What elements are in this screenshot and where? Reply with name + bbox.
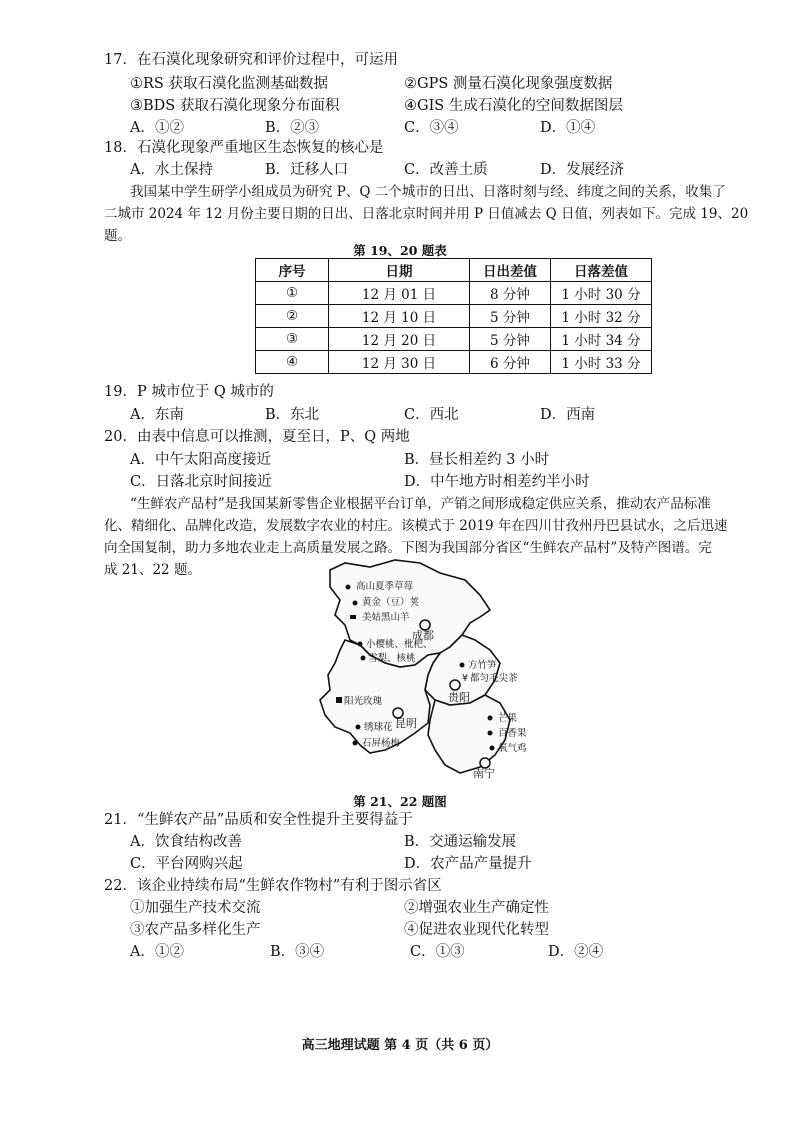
q22-statement-2: ②增强农业生产确定性 <box>404 900 549 916</box>
map-product-goat: 美姑黑山羊 <box>362 612 410 623</box>
map-product-bayberry: 石屏杨梅 <box>362 738 401 749</box>
q18-option-a: A．水土保持 <box>130 162 213 178</box>
intro-21-22-line-1: “生鲜农产品村”是我国某新零售企业根据平台订单，产销之间形成稳定供应关系，推动农产品标准 <box>130 496 711 512</box>
table-row <box>256 305 652 328</box>
q22-option-d: D．②④ <box>548 944 604 960</box>
table-cell: 1 小时 33 分 <box>551 351 652 374</box>
q17-option-a: A．①② <box>130 120 184 136</box>
table-cell: 1 小时 34 分 <box>551 328 652 351</box>
intro-19-20-line-3: 题。 <box>104 228 131 244</box>
q17-option-c: C．③④ <box>404 120 459 136</box>
q20-option-a: A．中午太阳高度接近 <box>130 452 271 468</box>
q20-option-d: D．中午地方时相差约半小时 <box>404 474 590 490</box>
table-cell: 5 分钟 <box>470 305 551 328</box>
q22-option-b: B．③④ <box>270 944 325 960</box>
q19-option-d: D．西南 <box>540 407 596 423</box>
page-footer: 高三地理试题 第 4 页（共 6 页） <box>301 1038 499 1053</box>
q22-statement-1: ①加强生产技术交流 <box>130 900 261 916</box>
table-cell: 1 小时 32 分 <box>551 305 652 328</box>
intro-21-22-line-4: 成 21、22 题。 <box>104 562 201 578</box>
map-caption: 第 21、22 题图 <box>353 794 447 809</box>
map-product-tea: 都匀毛尖茶 <box>470 673 518 684</box>
q19-option-c: C．西北 <box>404 407 459 423</box>
intro-19-20-line-1: 我国某中学生研学小组成员为研究 P、Q 二个城市的日出、日落时刻与经、纬度之间的关系，收集了 <box>130 184 726 200</box>
table-cell: 1 小时 30 分 <box>551 282 652 305</box>
tea-icon: ¥ <box>462 673 469 684</box>
question-18-stem: 18．石漠化现象严重地区生态恢复的核心是 <box>104 140 384 156</box>
intro-19-20-line-2: 二城市 2024 年 12 月份主要日期的日出、日落北京时间并用 P 日值减去 Q 日值，列表如下。完成 19、20 <box>104 206 749 222</box>
table-cell: ① <box>256 282 329 305</box>
table-cell: 12 月 01 日 <box>329 282 470 305</box>
q17-statement-2: ②GPS 测量石漠化现象强度数据 <box>404 76 613 92</box>
map-city-chengdu: 成都 <box>412 629 434 642</box>
q17-option-d: D．①④ <box>540 120 596 136</box>
q18-option-c: C．改善土质 <box>404 162 488 178</box>
table-cell: ④ <box>256 351 329 374</box>
q17-statement-1: ①RS 获取石漠化监测基础数据 <box>130 76 328 92</box>
table-cell: 6 分钟 <box>470 351 551 374</box>
q20-option-b: B．昼长相差约 3 小时 <box>404 452 550 468</box>
map-city-kunming: 昆明 <box>395 717 417 730</box>
q17-statement-4: ④GIS 生成石漠化的空间数据图层 <box>404 98 623 114</box>
map-city-nanning: 南宁 <box>473 767 495 780</box>
table-cell: 8 分钟 <box>470 282 551 305</box>
intro-21-22-line-2: 化、精细化、品牌化改造，发展数字农业的村庄。该模式于 2019 年在四川甘孜州丹巴县试水，之后迅速 <box>104 518 728 534</box>
question-17-stem: 17．在石漠化现象研究和评价过程中，可运用 <box>104 52 398 68</box>
table-cell: ② <box>256 305 329 328</box>
header-sunrise-diff: 日出差值 <box>470 259 551 282</box>
guiyang-marker <box>450 680 460 690</box>
table-header-row <box>256 259 652 282</box>
question-20-stem: 20．由表中信息可以推测，夏至日，P、Q 两地 <box>104 429 410 445</box>
q17-statement-3: ③BDS 获取石漠化现象分布面积 <box>130 98 340 114</box>
intro-21-22-line-3: 向全国复制，助力多地农业走上高质量发展之路。下图为我国部分省区“生鲜农产品村”及特产图谱。完 <box>104 540 712 556</box>
q22-option-c: C．①③ <box>410 944 465 960</box>
header-index: 序号 <box>256 259 329 282</box>
table-cell: 12 月 30 日 <box>329 351 470 374</box>
question-21-stem: 21．“生鲜农产品”品质和安全性提升主要得益于 <box>104 812 413 828</box>
q21-option-b: B．交通运输发展 <box>404 834 517 850</box>
map-product-cherry: 小樱桃、枇杷、 <box>366 639 433 650</box>
table-row <box>256 351 652 374</box>
map-product-bamboo: 方竹笋 <box>468 660 497 671</box>
table-cell: 12 月 10 日 <box>329 305 470 328</box>
table-caption: 第 19、20 题表 <box>353 243 447 258</box>
map-product-passionfruit: 百香果 <box>498 728 527 739</box>
q17-option-b: B．②③ <box>265 120 320 136</box>
map-product-pear: 雪梨、核桃 <box>368 653 416 664</box>
q22-statement-4: ④促进农业现代化转型 <box>404 922 549 938</box>
table-cell: ③ <box>256 328 329 351</box>
q19-option-b: B．东北 <box>265 407 320 423</box>
table-cell: 5 分钟 <box>470 328 551 351</box>
q20-option-c: C．日落北京时间接近 <box>130 474 272 490</box>
data-table <box>255 258 652 374</box>
q22-statement-3: ③农产品多样化生产 <box>130 922 261 938</box>
header-sunset-diff: 日落差值 <box>551 259 652 282</box>
header-date: 日期 <box>329 259 470 282</box>
map-product-bean: 黄金（豆）荚 <box>362 597 420 608</box>
map-product-hydrangea: 绣球花 <box>364 722 393 733</box>
question-22-stem: 22．该企业持续布局“生鲜农作物村”有利于图示省区 <box>104 878 442 894</box>
q18-option-b: B．迁移人口 <box>265 162 349 178</box>
q21-option-a: A．饮食结构改善 <box>130 834 242 850</box>
q18-option-d: D．发展经济 <box>540 162 625 178</box>
map-product-grape: 阳光玫瑰 <box>344 696 383 707</box>
map-product-chicken: 氧气鸡 <box>498 743 527 754</box>
map-product-mango: 芒果 <box>498 713 518 724</box>
q22-option-a: A．①② <box>130 944 184 960</box>
q21-option-d: D．农产品产量提升 <box>404 856 532 872</box>
table-cell: 12 月 20 日 <box>329 328 470 351</box>
map-city-guiyang: 贵阳 <box>448 691 470 704</box>
question-19-stem: 19．P 城市位于 Q 城市的 <box>104 384 274 400</box>
q19-option-a: A．东南 <box>130 407 184 423</box>
map-product-strawberry: 高山夏季草莓 <box>356 581 414 592</box>
q21-option-c: C．平台网购兴起 <box>130 856 243 872</box>
table-row <box>256 282 652 305</box>
province-map <box>300 555 527 780</box>
table-row <box>256 328 652 351</box>
